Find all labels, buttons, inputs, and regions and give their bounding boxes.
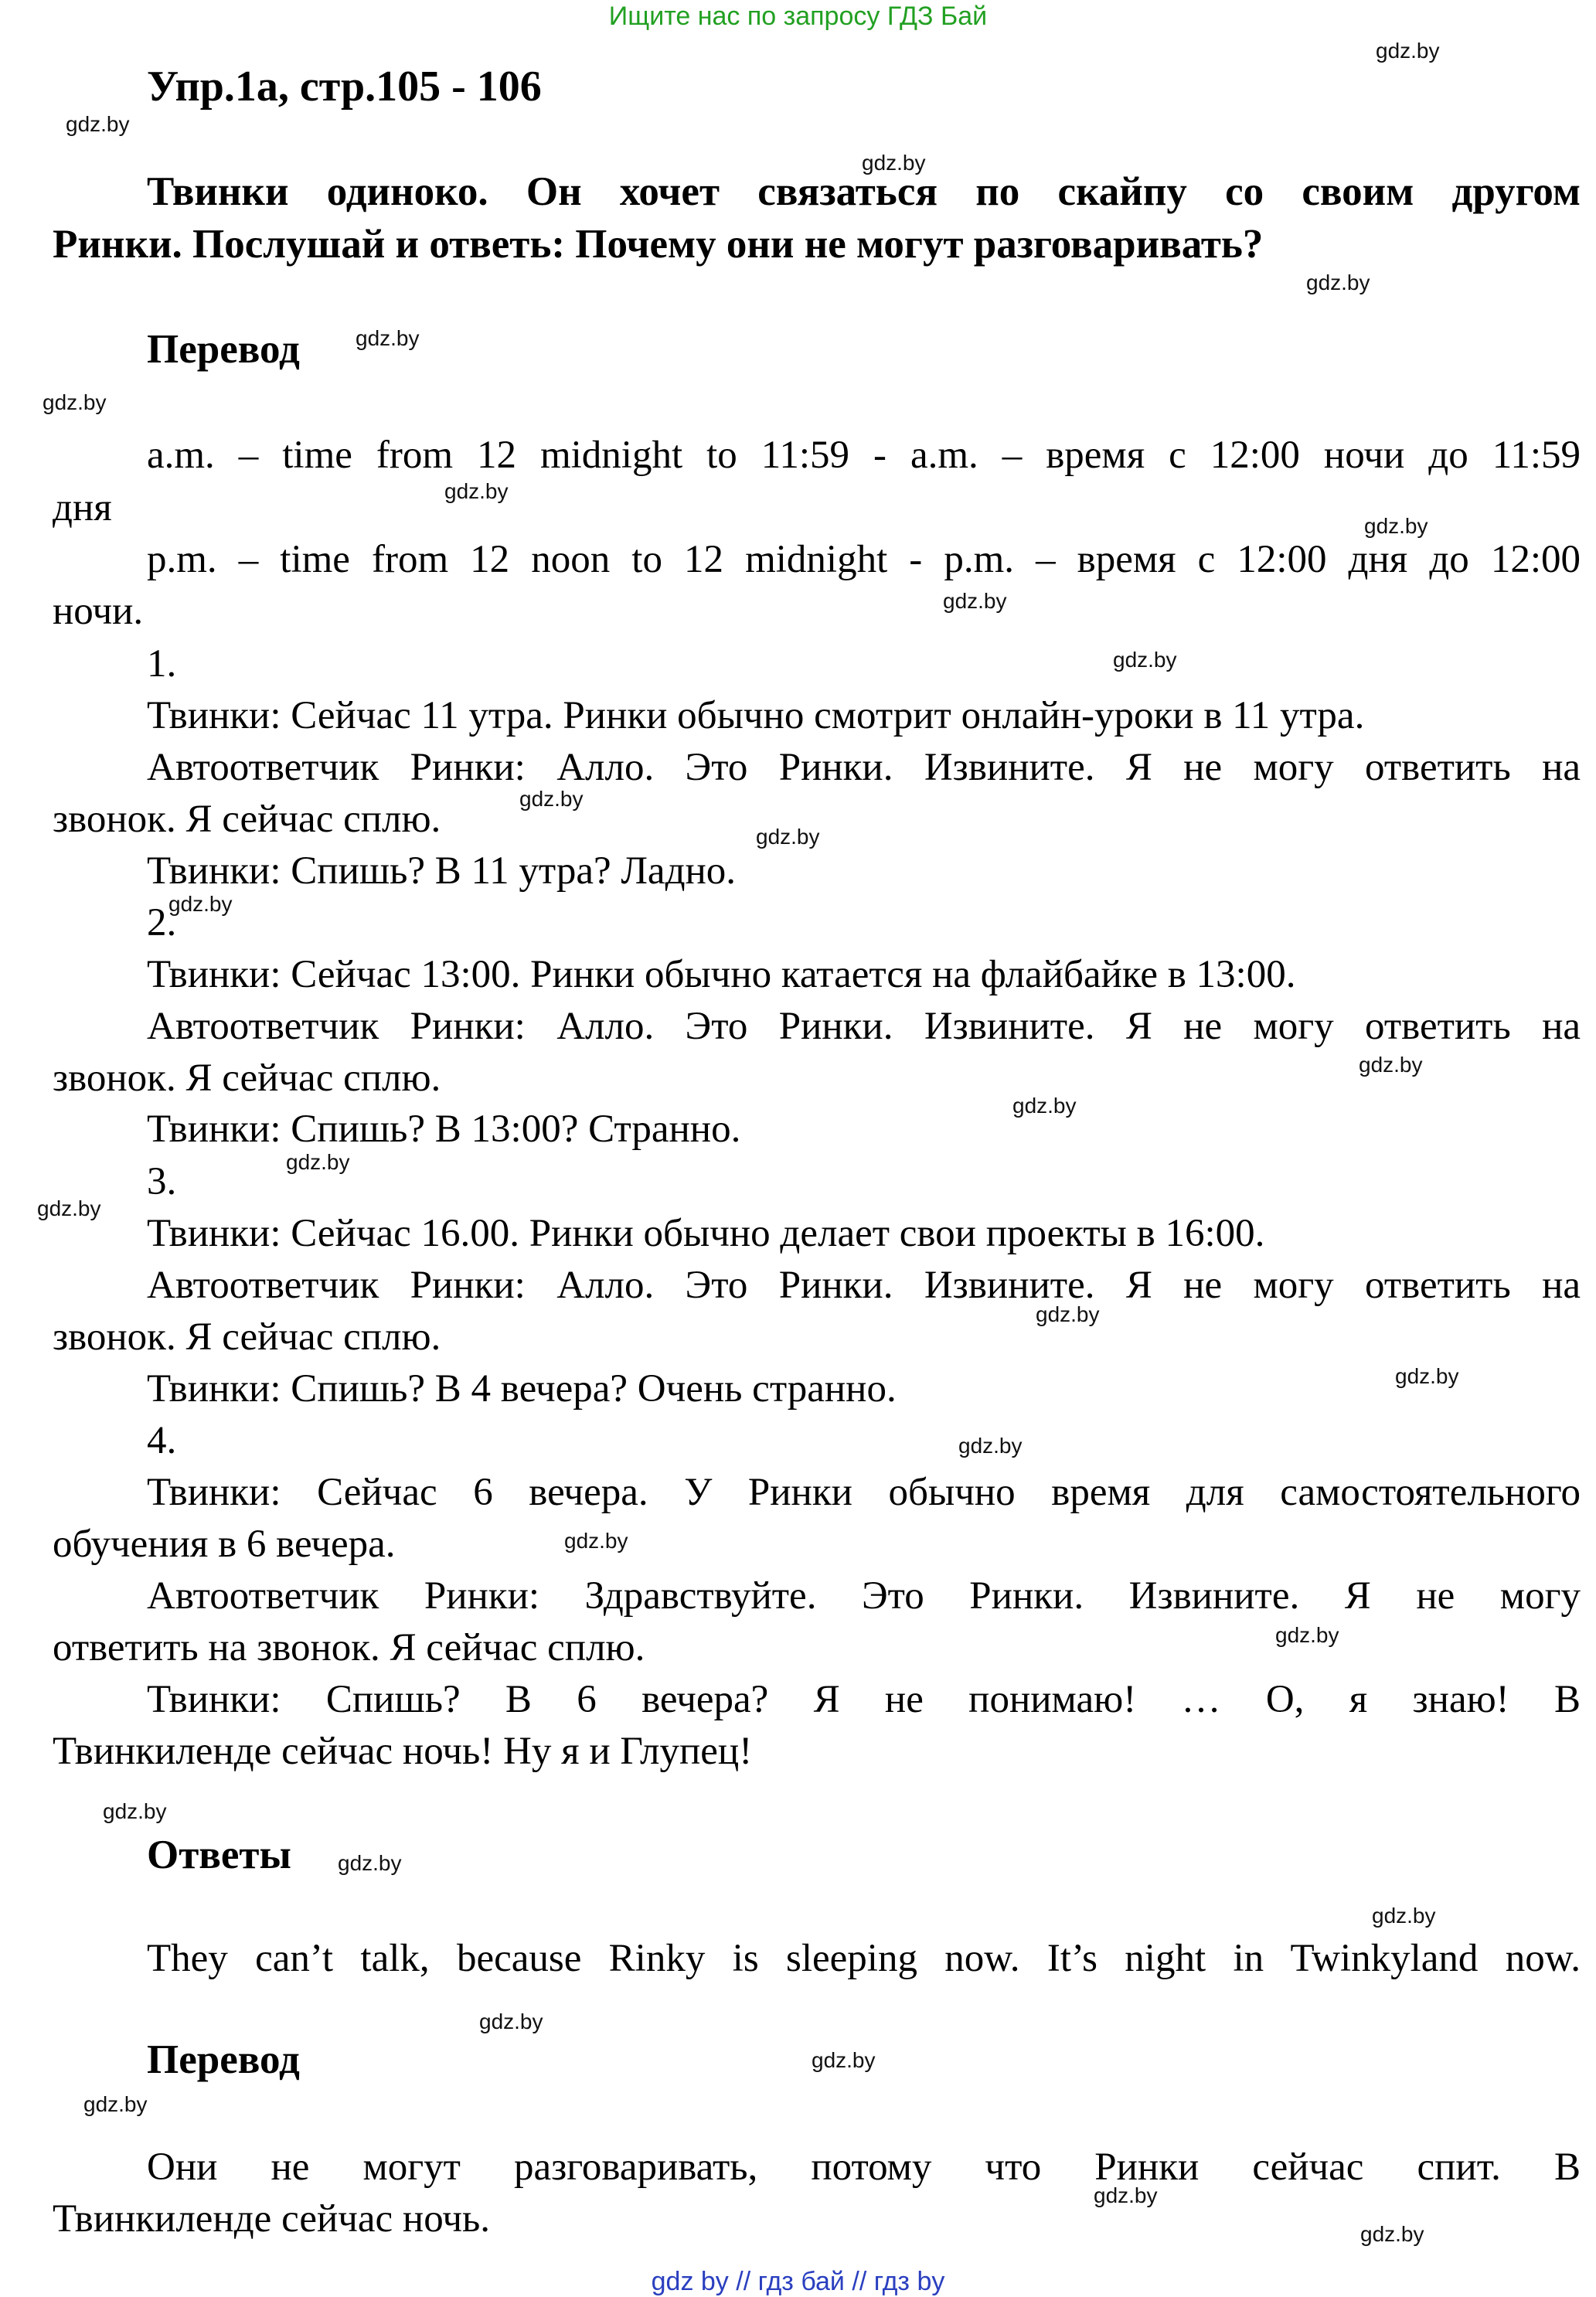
answer-russian-line-1: Они не могут разговаривать, потому что Ринки сейчас спит. В [147,2146,1581,2189]
watermark: gdz.by [479,2009,543,2033]
watermark: gdz.by [1364,514,1428,538]
dialogue-machine-line-2: звонок. Я сейчас сплю. [53,1057,441,1100]
translation-heading: Перевод [147,327,300,372]
dialogue-reply-line-2: Твинкиленде сейчас ночь! Ну я и Глупец! [53,1730,753,1773]
dialogue-machine-line-2: звонок. Я сейчас сплю. [53,798,441,841]
dialogue-twinky-line-1: Твинки: Сейчас 6 вечера. У Ринки обычно время для самостоятельного [147,1471,1581,1514]
dialogue-reply: Твинки: Спишь? В 13:00? Странно. [147,1108,741,1151]
dialogue-twinky-line: Твинки: Сейчас 11 утра. Ринки обычно смотрит онлайн-уроки в 11 утра. [147,694,1365,737]
watermark: gdz.by [1372,1904,1436,1928]
watermark: gdz.by [338,1851,402,1875]
dialogue-machine-line-1: Автоответчик Ринки: Алло. Это Ринки. Извините. Я не могу ответить на [147,1264,1581,1307]
watermark: gdz.by [1359,1053,1423,1077]
dialogue-machine-line-1: Автоответчик Ринки: Алло. Это Ринки. Извините. Я не могу ответить на [147,746,1581,789]
watermark: gdz.by [1094,2183,1158,2207]
watermark: gdz.by [943,589,1007,613]
am-definition-line-2: дня [53,486,112,529]
watermark: gdz.by [286,1150,350,1174]
dialogue-number: 4. [147,1419,177,1462]
watermark: gdz.by [43,390,107,414]
dialogue-number: 1. [147,642,177,686]
watermark: gdz.by [1376,39,1440,63]
dialogue-machine-line-1: Автоответчик Ринки: Алло. Это Ринки. Извините. Я не могу ответить на [147,1005,1581,1048]
pm-definition-line-1: p.m. – time from 12 noon to 12 midnight - p.m. – время с 12:00 дня до 12:00 [147,538,1581,581]
answer-english: They can’t talk, because Rinky is sleeping now. It’s night in Twinkyland now. [147,1937,1581,1980]
translation-heading-2: Перевод [147,2037,300,2082]
task-line-2: Ринки. Послушай и ответь: Почему они не могут разговаривать? [53,222,1264,267]
watermark: gdz.by [356,326,420,350]
dialogue-twinky-line: Твинки: Сейчас 13:00. Ринки обычно катается на флайбайке в 13:00. [147,953,1296,996]
dialogue-twinky-line: Твинки: Сейчас 16.00. Ринки обычно делает свои проекты в 16:00. [147,1212,1265,1255]
dialogue-reply: Твинки: Спишь? В 11 утра? Ладно. [147,849,737,893]
top-banner[interactable]: Ищите нас по запросу ГДЗ Бай [608,2,988,31]
watermark: gdz.by [1275,1623,1339,1647]
watermark: gdz.by [103,1799,167,1823]
watermark: gdz.by [564,1529,628,1553]
footer-links[interactable]: gdz by // гдз бай // гдз by [651,2267,945,2296]
am-definition-line-1: a.m. – time from 12 midnight to 11:59 - a.m. – время с 12:00 ночи до 11:59 [147,434,1581,477]
dialogue-machine-line-2: звонок. Я сейчас сплю. [53,1315,441,1359]
dialogue-reply-line-1: Твинки: Спишь? В 6 вечера? Я не понимаю! … О, я знаю! В [147,1678,1581,1721]
exercise-title: Упр.1а, стр.105 - 106 [147,63,542,111]
pm-definition-line-2: ночи. [53,590,144,633]
watermark: gdz.by [37,1196,101,1220]
task-line-1: Твинки одиноко. Он хочет связаться по скайпу со своим другом [147,169,1581,214]
watermark: gdz.by [66,112,130,136]
watermark: gdz.by [862,151,926,175]
watermark: gdz.by [1012,1094,1077,1118]
answers-heading: Ответы [147,1832,291,1877]
answer-russian-line-2: Твинкиленде сейчас ночь. [53,2197,491,2241]
watermark: gdz.by [168,892,233,916]
watermark: gdz.by [812,2048,876,2072]
dialogue-twinky-line-2: обучения в 6 вечера. [53,1523,396,1566]
watermark: gdz.by [83,2092,148,2116]
watermark: gdz.by [756,825,820,849]
dialogue-number: 2. [147,901,177,944]
dialogue-machine-line-2: ответить на звонок. Я сейчас сплю. [53,1626,645,1669]
watermark: gdz.by [1395,1364,1459,1388]
watermark: gdz.by [1113,648,1177,672]
watermark: gdz.by [1306,271,1370,294]
dialogue-number: 3. [147,1160,177,1203]
dialogue-machine-line-1: Автоответчик Ринки: Здравствуйте. Это Ринки. Извините. Я не могу [147,1574,1581,1618]
watermark: gdz.by [519,787,584,811]
watermark: gdz.by [1036,1302,1100,1326]
watermark: gdz.by [1360,2222,1424,2246]
dialogue-reply: Твинки: Спишь? В 4 вечера? Очень странно. [147,1367,897,1411]
watermark: gdz.by [958,1434,1023,1458]
watermark: gdz.by [444,479,509,503]
